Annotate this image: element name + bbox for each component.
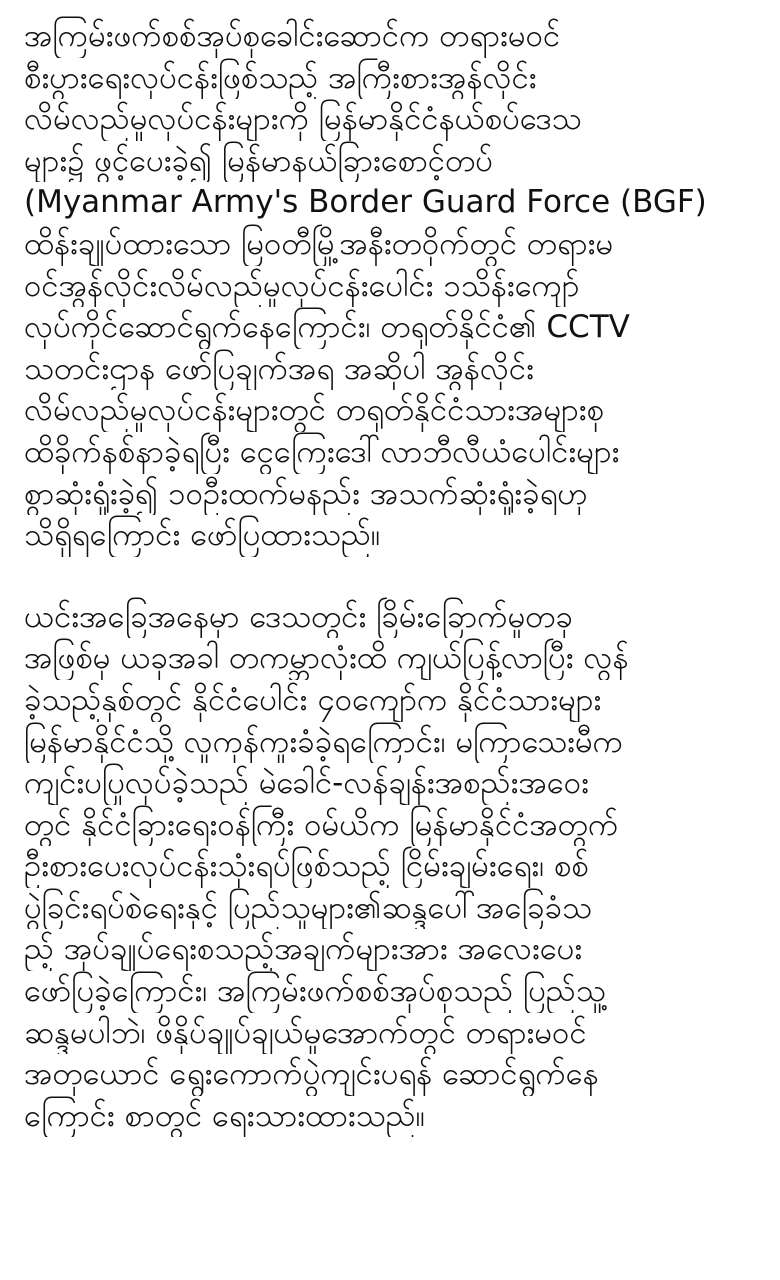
text-line: ထိန်းချုပ်ထားသော မြဝတီမြို့အနီးတဝိုက်တွင် တရားမ [24,225,614,262]
text-line: ကျင်းပပြုလုပ်ခဲ့သည် မဲခေါင်-လန်ချန်းအစည်းအဝေး [24,765,590,802]
paragraph-1 [24,16,758,557]
text-line: ယင်းအခြေအနေမှာ ဒေသတွင်း ခြိမ်းခြောက်မှုတခု [24,598,573,635]
text-line: ဆန္ဒမပါဘဲ၊ ဖိနှိပ်ချုပ်ချယ်မှုအောက်တွင် တရားမဝင် [24,1014,587,1051]
text-line: (Myanmar Army's Border Guard Force (BGF) [24,184,707,221]
text-line: အတုယောင် ရွေးကောက်ပွဲကျင်းပရန် ဆောင်ရွက်နေ [24,1056,599,1093]
text-line: လုပ်ကိုင်ဆောင်ရွက်နေကြောင်း၊ တရုတ်နိုင်ငံ၏ CCTV [24,309,630,346]
text-line: တွင် နိုင်ငံခြားရေးဝန်ကြီး ဝမ်ယိက မြန်မာနိုင်ငံအတွက် [24,806,619,843]
text-line: စွာဆုံးရှုံးခဲ့၍ ၁၀ဦးထက်မနည်း အသက်ဆုံးရှုံးခဲ့ရဟု [24,475,588,512]
text-line: ဦးစားပေးလုပ်ငန်းသုံးရပ်ဖြစ်သည့် ငြိမ်းချမ်းရေး၊ စစ် [24,848,589,885]
paragraph-2 [24,597,758,1138]
text-line: မြန်မာနိုင်ငံသို့ လူကုန်ကူးခံခဲ့ရကြောင်း၊ မကြာသေးမီက [24,723,624,760]
text-line: စီးပွားရေးလုပ်ငန်းဖြစ်သည့် အကြီးစားအွန်လိုင်း [24,59,537,96]
text-line: ထိခိုက်နစ်နာခဲ့ရပြီး ငွေကြေးဒေါ်လာဘီလီယံပေါင်းများ [24,433,620,470]
text-line: သိရှိရကြောင်း ဖော်ပြထားသည်။ [24,517,381,554]
text-line: လိမ်လည်မှုလုပ်ငန်းများတွင် တရုတ်နိုင်ငံသားအများစု [24,392,605,429]
text-line: ည့် အုပ်ချုပ်ရေးစသည့်အချက်များအား အလေးပေး [24,931,583,968]
text-line: များ၌ ဖွင့်ပေးခဲ့၍ မြန်မာနယ်ခြားစောင့်တပ် [24,142,493,179]
text-line: ခဲ့သည့်နှစ်တွင် နိုင်ငံပေါင်း ၄၀ကျော်က နိုင်ငံသားများ [24,681,602,718]
text-line: ဝင်အွန်လိုင်းလိမ်လည်မှုလုပ်ငန်းပေါင်း ၁သိန်းကျော် [24,267,580,304]
text-line: သတင်းဌာန ဖော်ပြချက်အရ အဆိုပါ အွန်လိုင်း [24,350,534,387]
text-line: ကြောင်း စာတွင် ရေးသားထားသည်။ [24,1097,426,1134]
text-line: ပွဲခြင်းရပ်စဲရေးနှင့် ပြည်သူများ၏ဆန္ဒပေါ်အခြေခံသ [24,889,592,926]
text-line: အကြမ်းဖက်စစ်အုပ်စုခေါင်းဆောင်က တရားမဝင် [24,18,561,54]
text-line: လိမ်လည်မှုလုပ်ငန်းများကို မြန်မာနိုင်ငံနယ်စပ်ဒေသ [24,101,582,138]
text-line: ဖော်ပြခဲ့ကြောင်း၊ အကြမ်းဖက်စစ်အုပ်စုသည် ပြည်သူ့ [24,973,606,1010]
text-line: အဖြစ်မှ ယခုအခါ တကမ္ဘာလုံးထိ ကျယ်ပြန့်လာပြီး လွန် [24,640,629,677]
paragraph-spacer [24,557,758,597]
